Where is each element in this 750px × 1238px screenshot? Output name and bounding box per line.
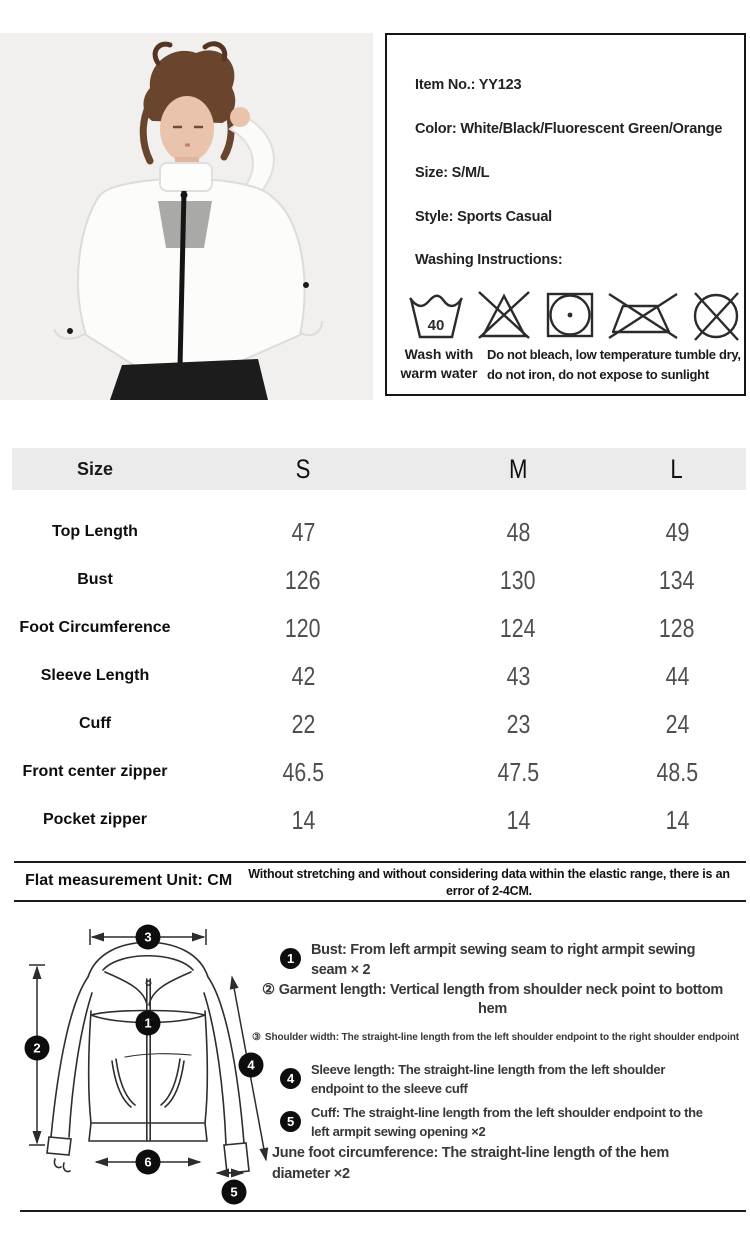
wash-40-icon bbox=[407, 287, 465, 341]
model-illustration bbox=[0, 33, 373, 400]
table-row: Pocket zipper 14 14 14 bbox=[42, 804, 689, 835]
header-s: S bbox=[295, 453, 311, 484]
badge-2: 2 bbox=[33, 1040, 41, 1056]
annotation-badge-4: 4 bbox=[280, 1068, 301, 1089]
jacket-line-drawing bbox=[8, 915, 293, 1215]
annotation-cuff: 5 Cuff: The straight-line length from the left shoulder endpoint to the left armpit sewing opening ×2 bbox=[280, 1103, 703, 1141]
annotation-sleeve-length: 4 Sleeve length: The straight-line length from the left shoulder endpoint to the sleeve cuff bbox=[280, 1060, 665, 1098]
size-table-header bbox=[12, 448, 746, 490]
table-row: Sleeve Length 42 43 44 bbox=[40, 660, 689, 691]
size-line: Size: S/M/L bbox=[415, 165, 490, 181]
circled-2-marker: ② bbox=[262, 982, 275, 998]
washing-instructions-heading: Washing Instructions: bbox=[415, 252, 563, 268]
badge-5: 5 bbox=[230, 1184, 238, 1200]
badge-6: 6 bbox=[144, 1154, 152, 1170]
badge-4: 4 bbox=[247, 1057, 255, 1073]
do-not-dry-clean-icon bbox=[689, 287, 743, 341]
tolerance-note: Without stretching and without considering data within the elastic range, there is an error of 2-4CM. bbox=[248, 867, 730, 898]
circled-3-marker: ③ bbox=[252, 1032, 261, 1043]
table-row: Foot Circumference 120 124 128 bbox=[19, 612, 695, 643]
badge-3: 3 bbox=[144, 929, 152, 945]
header-size: Size bbox=[76, 458, 114, 479]
annotation-garment-length: ② Garment length: Vertical length from shoulder neck point to bottom hem bbox=[262, 982, 723, 1017]
annotation-shoulder-width: ③ Shoulder width: The straight-line length from the left shoulder endpoint to the right shoulder endpoint bbox=[252, 1032, 739, 1043]
washing-captions bbox=[397, 345, 742, 385]
table-row: Cuff 22 23 24 bbox=[79, 708, 689, 739]
wash-caption-right: Do not bleach, low temperature tumble dry, do not iron, do not expose to sunlight bbox=[487, 347, 741, 382]
table-row: Bust 126 130 134 bbox=[77, 564, 695, 595]
measurement-diagram bbox=[8, 915, 293, 1215]
wash-temperature: 40 bbox=[427, 317, 445, 334]
style-line: Style: Sports Casual bbox=[415, 209, 553, 225]
table-row: Front center zipper 46.5 47.5 48.5 bbox=[22, 756, 698, 787]
tumble-dry-low-icon bbox=[543, 287, 597, 341]
bottom-divider bbox=[20, 1210, 746, 1212]
divider bbox=[14, 861, 746, 863]
annotation-bust: 1 Bust: From left armpit sewing seam to right armpit sewing seam × 2 bbox=[280, 940, 695, 980]
do-not-bleach-icon bbox=[475, 287, 533, 341]
wash-caption-left: Wash with warm water bbox=[400, 346, 478, 381]
annotation-badge-1: 1 bbox=[280, 948, 301, 969]
table-row: Top Length 47 48 49 bbox=[52, 516, 689, 547]
measurement-unit-label: Flat measurement Unit: CM bbox=[25, 872, 233, 889]
header-l: L bbox=[670, 453, 684, 484]
divider bbox=[14, 900, 746, 902]
size-table-body bbox=[12, 508, 746, 844]
product-info-panel bbox=[385, 33, 746, 396]
header-m: M bbox=[508, 453, 528, 484]
do-not-iron-icon bbox=[607, 287, 679, 341]
product-photo bbox=[0, 33, 373, 400]
annotation-foot-circumference: June foot circumference: The straight-line length of the hem diameter ×2 bbox=[272, 1145, 669, 1182]
color-line: Color: White/Black/Fluorescent Green/Orange bbox=[415, 121, 723, 137]
washing-icons-row bbox=[407, 287, 743, 341]
badge-1: 1 bbox=[144, 1015, 152, 1031]
annotation-badge-5: 5 bbox=[280, 1111, 301, 1132]
item-no-line: Item No.: YY123 bbox=[415, 77, 522, 93]
